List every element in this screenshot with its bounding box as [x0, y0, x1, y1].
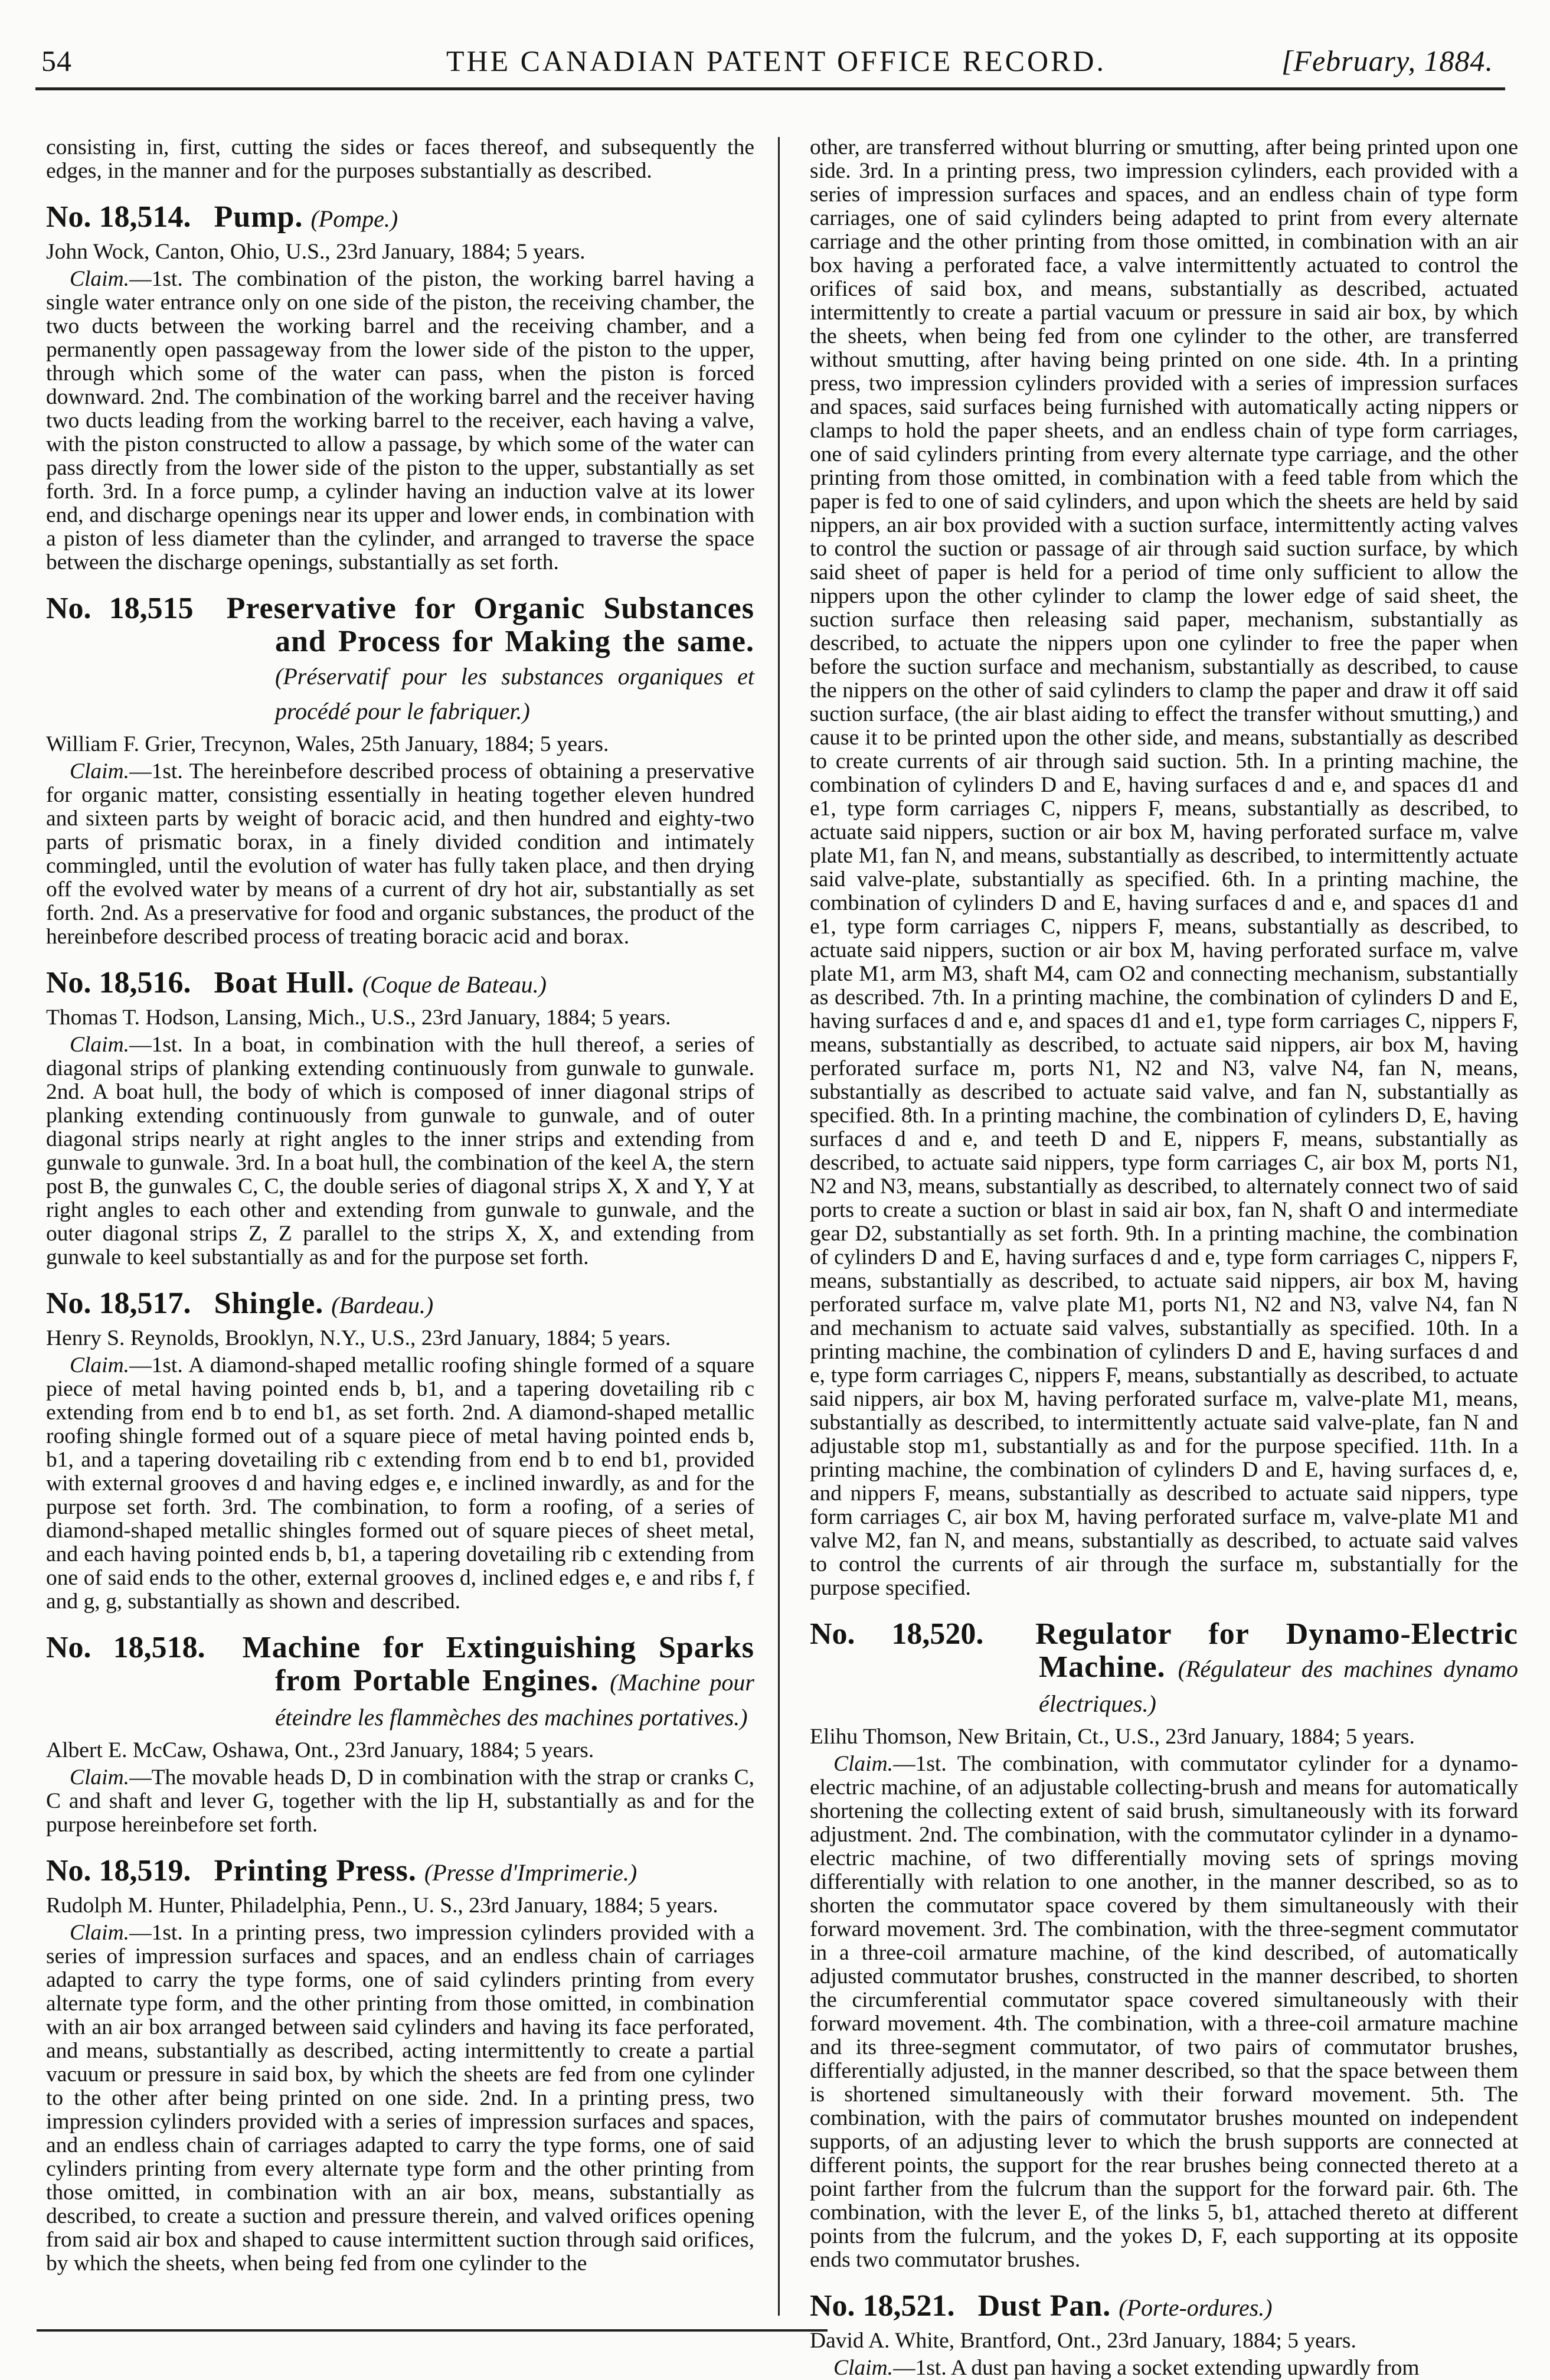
french-title: (Coque de Bateau.): [362, 971, 547, 998]
claim-label: Claim.: [833, 1752, 894, 1776]
entry-heading: [46, 1287, 754, 1322]
french-title: (Préservatif pour les substances organiques et procédé pour le fabriquer.): [275, 663, 754, 724]
continuation-text: consisting in, first, cutting the sides or faces thereof, and subsequently the edges, in the manner and for the purposes substantially as described.: [46, 135, 754, 183]
patent-number: No. 18,514.: [46, 200, 191, 234]
entry-heading: [46, 1855, 754, 1889]
patent-number: No. 18,521.: [810, 2289, 955, 2323]
entry-heading: [810, 2290, 1518, 2325]
patent-name: Shingle.: [214, 1287, 324, 1320]
french-title: (Porte-ordures.): [1119, 2294, 1273, 2321]
claim-label: Claim.: [70, 1921, 130, 1945]
patent-number: No. 18,516.: [46, 966, 191, 1000]
inventor-line: David A. White, Brantford, Ont., 23rd January, 1884; 5 years.: [810, 2329, 1356, 2353]
patent-entry-18520: [810, 1618, 1518, 2272]
footer-rule: [37, 2329, 828, 2332]
inventor-line: William F. Grier, Trecynon, Wales, 25th January, 1884; 5 years.: [46, 732, 609, 756]
claim-label: Claim.: [70, 759, 130, 783]
patent-name: Boat Hull.: [214, 966, 355, 1000]
inventor-line: Elihu Thomson, New Britain, Ct., U.S., 23rd January, 1884; 5 years.: [810, 1725, 1415, 1749]
french-title: (Pompe.): [310, 205, 398, 232]
french-title: (Machine pour éteindre les flammèches des machines portatives.): [275, 1669, 754, 1731]
entry-heading: [46, 967, 754, 1001]
claim-body: —1st. In a boat, in combination with the hull thereof, a series of diagonal strips of planking extending continuously from gunwale to gunwale. 2nd. A boat hull, the body of which is composed of inner diagonal strips of planking extending continuously from gunwale to gunwale, and of outer diagonal strips nearly at right angles to the inner strips and extending from gunwale to gunwale. 3rd. In a boat hull, the combination of the keel A, the stern post B, the gunwales C, C, the double series of diagonal strips X, X and Y, Y at right angles to each other and extending from gunwale to gunwale, and the outer diagonal strips Z, Z parallel to the strips X, X, and extending from gunwale to keel substantially as and for the purpose set forth.: [46, 1033, 754, 1269]
claim-label: Claim.: [70, 267, 130, 291]
entry-heading: [46, 1631, 754, 1734]
journal-title: THE CANADIAN PATENT OFFICE RECORD.: [446, 44, 1107, 77]
claim-text: [46, 760, 754, 949]
patent-entry-18521: [810, 2290, 1518, 2380]
right-column: [810, 135, 1519, 2380]
header-rule: [35, 87, 1505, 90]
page-number: 54: [41, 44, 72, 77]
french-title: (Régulateur des machines dynamo électriques.): [1039, 1656, 1518, 1717]
patent-number: No. 18,519.: [46, 1854, 191, 1888]
inventor-line: Thomas T. Hodson, Lansing, Mich., U.S., 23rd January, 1884; 5 years.: [46, 1005, 671, 1030]
claim-label: Claim.: [70, 1033, 130, 1057]
inventor-line: Albert E. McCaw, Oshawa, Ont., 23rd January, 1884; 5 years.: [46, 1738, 594, 1762]
column-divider: [778, 137, 780, 2316]
issue-date: [February, 1884.: [1281, 44, 1493, 77]
french-title: (Presse d'Imprimerie.): [424, 1859, 637, 1886]
patent-entry-18516: [46, 967, 754, 1269]
continuation-text: other, are transferred without blurring or smutting, after being printed upon one side. 3rd. In a printing press, two impression cylinders, each provided with a series of impression surfaces and spaces, and an endless chain of type form carriages, one of said cylinders being adapted to print from every alternate carriage and the other printing from those omitted, in combination with an air box having a perforated face, a valve intermittently actuated to control the orifices of said box, and means, substantially as described, actuated intermittently to create a partial vacuum or pressure in said air box, by which the sheets, when being fed from one cylinder to the other, are transferred without smutting, after having being printed on one side. 4th. In a printing press, two impression cylinders provided with a series of impression surfaces and spaces, said surfaces being furnished with automatically acting nippers or clamps to hold the paper sheets, and an endless chain of type form carriages, one of said cylinders printing from every alternate type carriage, and the other printing from those omitted, in combination with a feed table from which the paper is fed to one of said cylinders, and upon which the sheets are held by said nippers, an air box provided with a suction surface, intermittently acting valves to control the suction or passage of air through said suction surface, by which said sheet of paper is held for a period of time only sufficient to allow the nippers upon the other cylinder to clamp the lower edge of said sheet, the suction surface then releasing said paper, mechanism, substantially as described, to actuate the nippers upon one cylinder to free the paper when before the suction surface and mechanism, substantially as described, to cause the nippers on the other of said cylinders to clamp the paper and draw it off said suction surface, (the air blast aiding to effect the transfer without smutting,) and cause it to be printed upon the other side, and means, substantially as described to create currents of air through said suction. 5th. In a printing machine, the combination of cylinders D and E, having surfaces d and e, and spaces d1 and e1, type form carriages C, nippers F, means, substantially as described, to actuate said nippers, suction or air box M, having perforated surface m, valve plate M1, fan N, and means, substantially as described, to intermittently actuate said valve-plate, substantially as specified. 6th. In a printing machine, the combination of cylinders D and E, having surfaces d and e, and spaces d1 and e1, type form carriages C, nippers F, means, substantially as described, to actuate said nippers, suction or air box M, having perforated surface m, valve plate M1, arm M3, shaft M4, cam O2 and connecting mechanism, substantially as described. 7th. In a printing machine, the combination of cylinders D and E, having surfaces d and e, and spaces d1 and e1, type form carriages C, nippers F, means, substantially as described, to actuate said nippers, air box M, having perforated surface m, ports N1, N2 and N3, valve N4, fan N, means, substantially as described to actuate said valve, and fan N, substantially as specified. 8th. In a printing machine, the combination of cylinders D, E, having surfaces d and e, and teeth D and E, nippers F, means, substantially as described, to actuate said nippers, type form carriages C, air box M, ports N1, N2 and N3, means, substantially as described, to alternately connect two of said ports to create a suction or blast in said air box, fan N, shaft O and intermediate gear D2, substantially as set forth. 9th. In a printing machine, the combination of cylinders D and E, having surfaces d and e, type form carriages C, nippers F, means, substantially as described, to actuate said nippers, air box M, having perforated surface m, valve plate M1, ports N1, N2 and N3, valve N4, fan N and mechanism to actuate said valves, substantially as specified. 10th. In a printing machine, the combination of cylinders D and E, having surfaces d and e, type form carriages C, nippers F, means, substantially as described, to actuate said nippers, air box M, having perforated surface m, valve-plate M1, means, substantially as described, to intermittently actuate said valve-plate, fan N and adjustable stop m1, substantially as and for the purpose specified. 11th. In a printing machine, the combination of cylinders D and E, having surfaces d, e, and nippers F, means, substantially as described to actuate said nippers, type form carriages C, air box M, having perforated surface m, valve-plate M1 and valve M2, fan N, and means, substantially as described, to actuate said valves to control the currents of air through the surface m, substantially for the purpose specified.: [810, 135, 1518, 1600]
claim-text: [810, 2356, 1518, 2380]
patent-entry-18515: [46, 592, 754, 949]
claim-text: [810, 1752, 1518, 2272]
patent-name: Dust Pan.: [977, 2289, 1111, 2323]
claim-label: Claim.: [70, 1353, 130, 1377]
claim-label: Claim.: [833, 2356, 894, 2380]
left-column: [46, 136, 754, 2314]
patent-name: Regulator for Dynamo-Electric Machine.: [1035, 1617, 1519, 1684]
patent-name: Machine for Extinguishing Sparks from Portable Engines.: [242, 1631, 754, 1697]
claim-body: —1st. The combination, with commutator cylinder for a dynamo-electric machine, of an adjustable collecting-brush and means for automatically shortening the collecting extent of said brush, simultaneously with its forward adjustment. 2nd. The combination, with the commutator cylinder in a dynamo-electric machine, of two differentially moving sets of springs moving differentially with relation to one another, in the manner described, so as to shorten the commutator space covered by them simultaneously with their forward movement. 3rd. The combination, with the three-segment commutator in a three-coil armature machine, of the kind described, of automatically adjusted commutator brushes, constructed in the manner described, to shorten the circumferential commutator space covered simultaneously with their forward movement. 4th. The combination, with a three-coil armature machine and its three-segment commutator, of two pairs of commutator brushes, differentially adjusted, in the manner described, so that the space between them is shortened simultaneously with their forward movement. 5th. The combination, with the pairs of commutator brushes mounted on independent supports, of an adjusting lever to which the brush supports are connected at different points, the support for the rear brushes being connected thereto at a point farther from the fulcrum than the support for the forward pair. 6th. The combination, with the lever E, of the links 5, b1, attached thereto at different points from the fulcrum, and the yokes D, F, each supporting at its opposite ends two commutator brushes.: [810, 1752, 1518, 2272]
entry-heading: [46, 201, 754, 236]
patent-entry-18517: [46, 1287, 754, 1614]
patent-number: No. 18,515: [46, 592, 194, 625]
french-title: (Bardeau.): [331, 1292, 434, 1318]
claim-body: —1st. The combination of the piston, the working barrel having a single water entrance only on one side of the piston, the receiving chamber, the two ducts between the working barrel and the receiving chamber, and a permanently open passageway from the lower side of the piston to the upper, through which some of the water can pass, when the piston is forced downward. 2nd. The combination of the working barrel and the receiver having two ducts leading from the working barrel to the receiver, each having a valve, with the piston constructed to allow a passage, by which some of the water can pass directly from the lower side of the piston to the upper, substantially as set forth. 3rd. In a force pump, a cylinder having an induction valve at its lower end, and discharge openings near its upper and lower ends, in combination with a piston of less diameter than the cylinder, and arranged to traverse the space between the discharge openings, substantially as set forth.: [46, 267, 754, 574]
patent-number: No. 18,518.: [46, 1631, 205, 1664]
inventor-line: Rudolph M. Hunter, Philadelphia, Penn., U. S., 23rd January, 1884; 5 years.: [46, 1893, 718, 1918]
inventor-line: Henry S. Reynolds, Brooklyn, N.Y., U.S., 23rd January, 1884; 5 years.: [46, 1326, 671, 1350]
patent-name: Pump.: [214, 200, 303, 234]
entry-heading: [46, 592, 754, 728]
claim-body: —1st. The hereinbefore described process of obtaining a preservative for organic matter, consisting essentially in heating together eleven hundred and sixteen parts by weight of boracic acid, and then hundred and eighty-two parts of prismatic borax, in a finely divided condition and intimately commingled, until the evolution of water has fully taken place, and then drying off the evolved water by means of a current of dry hot air, substantially as set forth. 2nd. As a preservative for food and organic substances, the product of the hereinbefore described process of treating boracic acid and borax.: [46, 759, 754, 949]
claim-body: —1st. A diamond-shaped metallic roofing shingle formed of a square piece of metal having pointed ends b, b1, and a tapering dovetailing rib c extending from end b to end b1, as set forth. 2nd. A diamond-shaped metallic roofing shingle formed out of a square piece of metal having pointed ends b, b1, and a tapering dovetailing rib c extending from end b to end b1, provided with external grooves d and having edges e, e inclined inwardly, as and for the purpose set forth. 3rd. The combination, to form a roofing, of a series of diamond-shaped metallic shingles formed out of square pieces of sheet metal, and each having pointed ends b, b1, a tapering dovetailing rib c extending from one of said ends to the other, external grooves d, inclined edges e, e and ribs f, f and g, g, substantially as shown and described.: [46, 1353, 754, 1614]
entry-heading: [810, 1618, 1518, 1720]
claim-text: [46, 1033, 754, 1269]
claim-label: Claim.: [70, 1765, 130, 1790]
patent-name: Printing Press.: [214, 1854, 417, 1888]
patent-entry-18514: [46, 201, 754, 574]
patent-number: No. 18,517.: [46, 1287, 191, 1320]
claim-text: [46, 1354, 754, 1614]
claim-text: [46, 267, 754, 574]
claim-text: [46, 1921, 754, 2275]
running-head: [35, 27, 1517, 86]
inventor-line: John Wock, Canton, Ohio, U.S., 23rd January, 1884; 5 years.: [46, 240, 586, 264]
patent-number: No. 18,520.: [810, 1617, 984, 1651]
claim-body: —1st. A dust pan having a socket extending upwardly from: [893, 2356, 1420, 2380]
claim-body: —The movable heads D, D in combination with the strap or cranks C, C and shaft and lever G, together with the lip H, substantially as and for the purpose hereinbefore set forth.: [46, 1765, 754, 1837]
patent-entry-18519: [46, 1855, 754, 2275]
patent-entry-18518: [46, 1631, 754, 1837]
claim-text: [46, 1766, 754, 1837]
claim-body: —1st. In a printing press, two impression cylinders provided with a series of impression surfaces and spaces, and an endless chain of carriages adapted to carry the type forms, one of said cylinders printing from every alternate type form, and the other printing from those omitted, in combination with an air box arranged between said cylinders and having its face perforated, and means, substantially as described, acting intermittently to create a partial vacuum or pressure in said box, by which the sheets are fed from one cylinder to the other after being printed on one side. 2nd. In a printing press, two impression cylinders provided with a series of impression surfaces and spaces, and an endless chain of carriages adapted to carry the type forms, one of said cylinders printing from every alternate type form and the other printing from those omitted, in combination with an air box, means, substantially as described, to create a suction and pressure therein, and valved orifices opening from said air box and shaped to cause intermittent suction through said orifices, by which the sheets, when being fed from one cylinder to the: [46, 1921, 754, 2275]
patent-name: Preservative for Organic Substances and Process for Making the same.: [226, 592, 754, 658]
